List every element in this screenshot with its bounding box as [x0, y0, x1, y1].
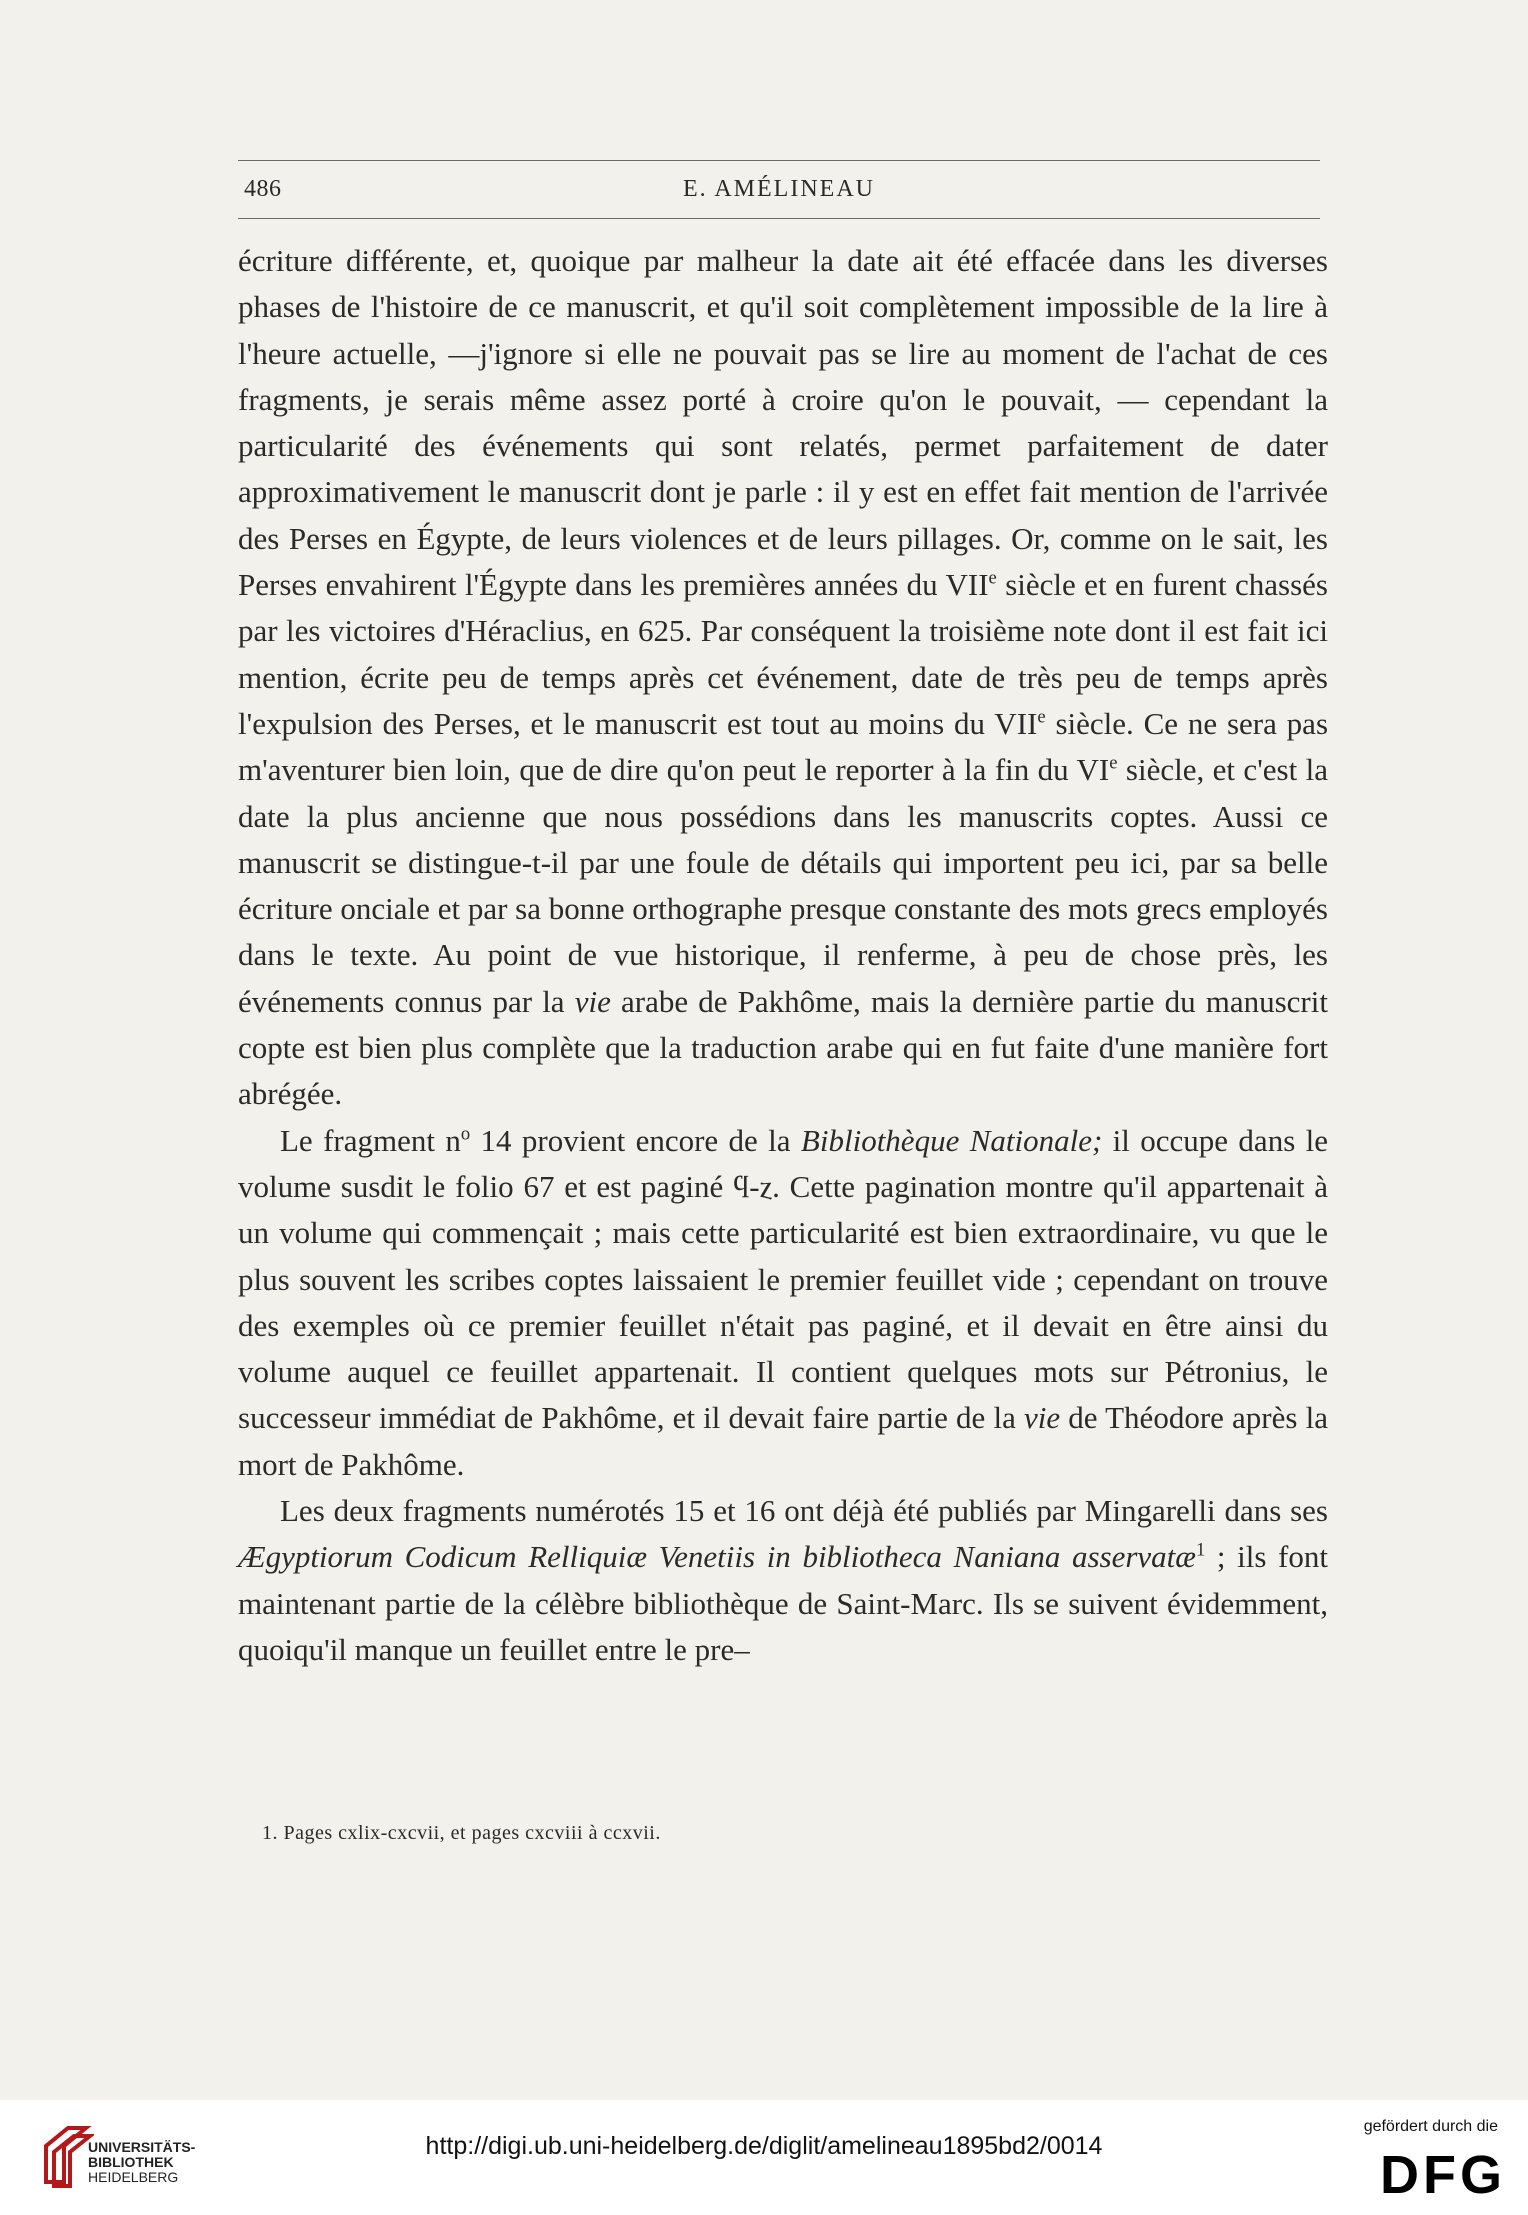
header-top-rule: [238, 160, 1320, 161]
body-text: [238, 238, 1328, 1673]
library-name-line: BIBLIOTHEK: [88, 2154, 174, 2170]
superscript: o: [460, 1123, 471, 1145]
text-run: il occupe dans le volume susdit le folio 67 et est paginé ϥ-ⲍ. Cette pagination montre qu'il appartenait à un volume qui commençait ; mais cette particularité est bien extraordinaire, vu que le plus souvent les scribes coptes laissaient le premier feuillet vide ; cependant on trouve des exemples où ce premier feuillet n'était pas paginé, et il devait en être ainsi du volume auquel ce feuillet appartenait. Il contient quelques mots sur Pétronius, le successeur immédiat de Pakhôme, et il devait faire partie de la: [238, 1122, 1329, 1436]
superscript: e: [988, 567, 997, 589]
dfg-logo: DFG: [1380, 2145, 1506, 2205]
text-run: de Théodore après la mort de Pakhôme.: [238, 1400, 1328, 1482]
text-run: 14 provient encore de la: [470, 1122, 801, 1158]
superscript: e: [1037, 706, 1046, 728]
text-run: arabe de Pakhôme, mais la dernière partie du manuscrit copte est bien plus complète que la traduction arabe qui en fut faite d'une manière fort abrégée.: [238, 983, 1328, 1112]
italic-text: vie: [1023, 1400, 1061, 1436]
italic-text: Bibliothèque Nationale;: [800, 1122, 1103, 1158]
paragraph: [238, 1488, 1328, 1673]
running-header: [238, 172, 1320, 212]
header-bottom-rule: [238, 218, 1320, 219]
digitization-footer: [0, 2100, 1528, 2215]
text-run: Les deux fragments numérotés 15 et 16 ont déjà été publiés par Mingarelli dans ses: [280, 1493, 1328, 1529]
footnote: 1. Pages cxlix-cxcvii, et pages cxcviii à ccxvii.: [262, 1822, 661, 1844]
italic-text: vie: [574, 983, 611, 1019]
text-run: siècle et en furent chassés par les victoires d'Héraclius, en 625. Par conséquent la troisième note dont il est fait ici mention, écrite peu de temps après cet événement, date de très peu de temps après l'expulsion des Perses, et le manuscrit est tout au moins du VII: [238, 567, 1329, 741]
running-title: E. AMÉLINEAU: [683, 176, 875, 202]
text-run: ; ils font maintenant partie de la célèbre bibliothèque de Saint-Marc. Ils se suivent évidemment, quoiqu'il manque un feuillet entre le pre–: [238, 1539, 1328, 1667]
superscript: 1: [1195, 1539, 1206, 1561]
paragraph: [238, 238, 1328, 1118]
italic-text: Ægyptiorum Codicum Relliquiæ Venetiis in bibliotheca Naniana asservatæ: [238, 1539, 1196, 1575]
text-run: Le fragment n: [280, 1122, 461, 1158]
library-name-line: UNIVERSITÄTS-: [88, 2139, 196, 2155]
paragraph: [238, 1118, 1328, 1488]
text-run: siècle, et c'est la date la plus ancienne que nous possédions dans les manuscrits coptes. Aussi ce manuscrit se distingue-t-il par une foule de détails qui importent peu ici, par sa belle écriture onciale et par sa bonne orthographe presque constante des mots grecs employés dans le texte. Au point de vue historique, il renferme, à peu de chose près, les événements connus par la: [238, 752, 1328, 1019]
text-run: écriture différente, et, quoique par malheur la date ait été effacée dans les diverses phases de l'histoire de ce manuscrit, et qu'il soit complètement impossible de la lire à l'heure actuelle, —j'ignore si elle ne pouvait pas se lire au moment de l'achat de ces fragments, je serais même assez porté à croire qu'on le pouvait, — cependant la particularité des événements qui sont relatés, permet parfaitement de dater approximativement le manuscrit dont je parle : il y est en effet fait mention de l'arrivée des Perses en Égypte, de leurs violences et de leurs pillages. Or, comme on le sait, les Perses envahirent l'Égypte dans les premières années du VII: [238, 243, 1328, 603]
library-name-line: HEIDELBERG: [88, 2169, 179, 2185]
superscript: e: [1109, 752, 1118, 774]
text-run: siècle. Ce ne sera pas m'aventurer bien loin, que de dire qu'on peut le reporter à la fin du VI: [238, 705, 1329, 788]
page-number: 486: [244, 176, 282, 202]
funder-caption: gefördert durch die: [1363, 2118, 1498, 2135]
permalink-url[interactable]: http://digi.ub.uni-heidelberg.de/diglit/amelineau1895bd2/0014: [425, 2132, 1103, 2160]
